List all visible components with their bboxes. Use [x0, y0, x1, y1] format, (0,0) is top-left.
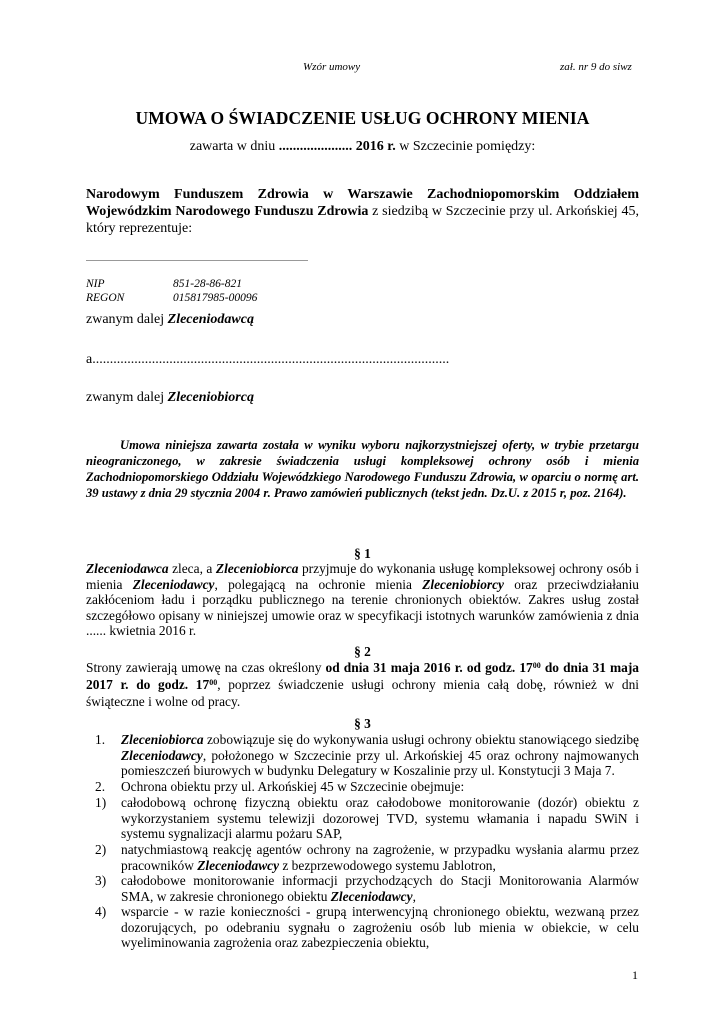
page-number: 1 — [632, 968, 638, 982]
party2-dots: a...................................................................................................... — [86, 352, 450, 367]
s3-sub-4-number: 4) — [95, 904, 107, 919]
section-3-heading: § 3 — [354, 716, 371, 731]
intro-paragraph: Umowa niniejsza zawarta została w wyniku wyboru najkorzystniejszej oferty, w trybie przetargu nieograniczonego, w zakresie świadczenia usługi kompleksowej ochrony osób i mienia Zachodniopomorskiego Oddziału Wojewódzkiego Narodowego Funduszu Zdrowia, w oparciu o normę art. 39 ustawy z dnia 29 stycznia 2004 r. Prawo zamówień publicznych (tekst jedn. Dz.U. z 2015 r, poz. 2164). — [86, 438, 639, 500]
regon-value: 015817985-00096 — [173, 292, 258, 304]
s3-sub-1-text: całodobową ochronę fizyczną obiektu oraz całodobowe monitorowanie (dozór) obiektu z wykorzystaniem systemu telewizji dozorowej TVD, systemu włamania i napadu SWiN i systemu sygnalizacji alarmu pożaru SAP, — [121, 795, 639, 841]
nip-value: 851-28-86-821 — [173, 278, 242, 290]
header-left: Wzór umowy — [303, 61, 361, 73]
party1-alias: zwanym dalej Zleceniodawcą — [86, 312, 254, 327]
document-subtitle: zawarta w dniu ..................... 2016 r. w Szczecinie pomiędzy: — [189, 139, 536, 154]
section-1-text: Zleceniodawca zleca, a Zleceniobiorca przyjmuje do wykonania usługę kompleksowej ochrony osób i mienia Zleceniodawcy, polegającą na ochronie mienia Zleceniobiorcy oraz przeciwdziałaniu zakłóceniom ładu i porządku publicznego na terenie chronionych obiektów. Zakres usług został szczegółowo opisany w niniejszej umowie oraz w specyfikacji istotnych warunków zamówienia z dnia ...... kwietnia 2016 r. — [86, 561, 639, 638]
section-1-heading: § 1 — [354, 546, 371, 561]
party2-alias: zwanym dalej Zleceniobiorcą — [86, 390, 254, 405]
s3-sub-3-number: 3) — [95, 873, 107, 888]
header-right: zał. nr 9 do siwz — [560, 61, 632, 73]
section-2-text: Strony zawierają umowę na czas określony od dnia 31 maja 2016 r. od godz. $17^{00}$ do dnia 31 maja 2017 r. do godz. $17^{00}$, poprzez świadczenie usługi ochrony mienia całą dobę, również w dni świąteczne i wolne od pracy. — [86, 660, 639, 709]
party1-name: Narodowym Funduszem Zdrowia w Warszawie Zachodniopomorskim Oddziałem Wojewódzkim Narodowego Funduszu Zdrowia — [86, 187, 639, 219]
nip-label: NIP — [86, 278, 105, 290]
regon-label: REGON — [86, 292, 125, 304]
s3-item-1-number: 1. — [95, 732, 106, 747]
s3-sub-1-number: 1) — [95, 795, 107, 810]
document-title: UMOWA O ŚWIADCZENIE USŁUG OCHRONY MIENIA — [135, 108, 590, 128]
s3-sub-4-text: wsparcie - w razie konieczności - grupą interwencyjną chronionego obiektu, wezwaną przez dozorujących, po odebraniu sygnału o zagrożeniu osób lub mienia w obiekcie, w celu wyeliminowania zagrożenia oraz zabezpieczenia obiektu, — [121, 904, 639, 950]
s3-item-1-text: Zleceniobiorca zobowiązuje się do wykonywania usługi ochrony obiektu stanowiącego siedzibę Zleceniodawcy, położonego w Szczecinie przy ul. Arkońskiej 45 oraz ochrony najmowanych pomieszczeń biurowych w budynku Delegatury w Koszalinie przy ul. Konstytucji 3 Maja 7. — [121, 732, 639, 778]
signature-line — [86, 260, 308, 261]
s3-item-2-number: 2. — [95, 779, 106, 794]
s3-sub-3-text: całodobowe monitorowanie informacji przychodzących do Stacji Monitorowania Alarmów SMA, w zakresie chronionego obiektu Zleceniodawcy, — [121, 873, 639, 904]
s3-item-2-text: Ochrona obiektu przy ul. Arkońskiej 45 w Szczecinie obejmuje: — [121, 779, 465, 794]
s3-sub-2-text: natychmiastową reakcję agentów ochrony na zagrożenie, w przypadku wysłania alarmu przez pracowników Zleceniodawcy z bezprzewodowego systemu Jablotron, — [121, 842, 639, 873]
party1-paragraph: Narodowym Funduszem Zdrowia w Warszawie Zachodniopomorskim Oddziałem Wojewódzkim Narodowego Funduszu Zdrowia z siedzibą w Szczecinie przy ul. Arkońskiej 45, który reprezentuje: — [86, 187, 639, 236]
section-2-heading: § 2 — [354, 644, 371, 659]
s3-sub-2-number: 2) — [95, 842, 107, 857]
